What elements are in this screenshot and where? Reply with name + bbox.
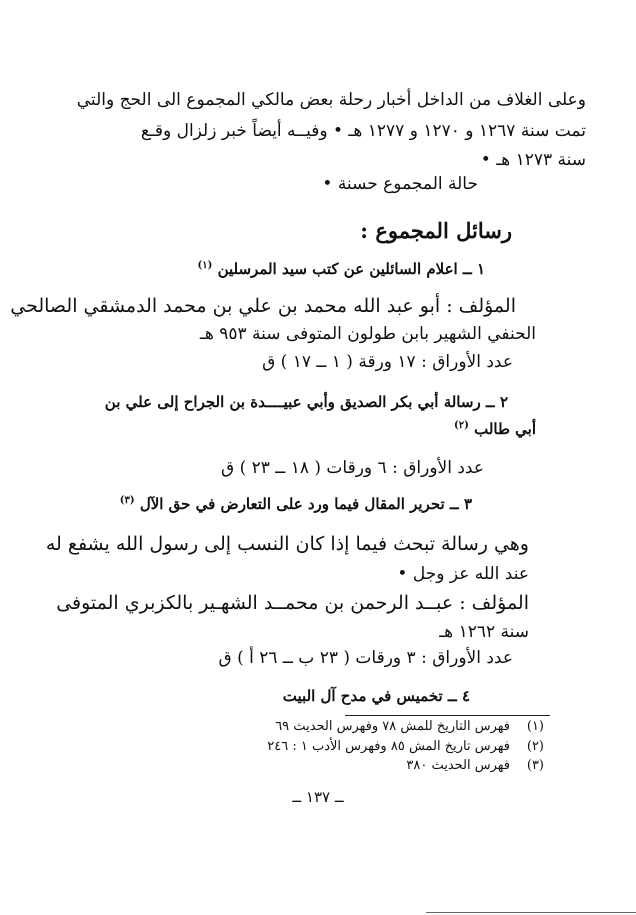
- item-1-title: [197, 260, 485, 279]
- intro-line-4: حالة المجموع حسنة •: [322, 174, 478, 194]
- footnote-separator: [345, 715, 550, 716]
- intro-line-3: سنة ١٢٧٣ هـ •: [480, 150, 586, 170]
- section-heading: رسائل المجموع :: [360, 218, 512, 243]
- item-3-author-line-2: سنة ١٢٦٢ هـ: [439, 622, 529, 642]
- item-1-author-line-1: المؤلف : أبو عبد الله محمد بن علي بن محمد الدمشقي الصالحي: [10, 295, 516, 317]
- item-2-title-line-2-wrap: [454, 420, 536, 439]
- footnote-2-text: فهرس تاريخ المش ٨٥ وفهرس الأدب ١ : ٢٤٦: [267, 739, 510, 754]
- footnote-2: [267, 739, 544, 755]
- intro-line-1: وعلى الغلاف من الداخل أخبار رحلة بعض مالكي المجموع الى الحج والتي: [76, 90, 586, 110]
- item-3-author-line-1: المؤلف : عبــد الرحمن بن محمــد الشهـير بالكزبري المتوفى: [56, 592, 529, 614]
- page-number: ــ ١٣٧ ــ: [292, 788, 344, 806]
- item-1-pages: عدد الأوراق : ١٧ ورقة ( ١ ــ ١٧ ) ق: [262, 352, 513, 372]
- footnote-3-num: (٣): [526, 758, 544, 773]
- item-1-title-text: ١ ــ اعلام السائلين عن كتب سيد المرسلين: [217, 260, 485, 278]
- footnote-2-num: (٢): [526, 739, 544, 754]
- item-2-title-line-1: ٢ ــ رسالة أبي بكر الصديق وأبي عبيــــدة بن الجراح إلى علي بن: [104, 393, 508, 411]
- item-3-pages: عدد الأوراق : ٣ ورقات ( ٢٣ ب ــ ٢٦ أ ) ق: [218, 648, 513, 668]
- item-3-title: [120, 495, 472, 514]
- item-1-footnote-ref: (١): [197, 260, 213, 271]
- item-3-footnote-ref: (٣): [119, 495, 135, 506]
- item-3-title-text: ٣ ــ تحرير المقال فيما ورد على التعارض في حق الآل: [139, 495, 472, 513]
- item-3-desc-line-2: عند الله عز وجل •: [397, 564, 529, 584]
- item-2-pages: عدد الأوراق : ٦ ورقات ( ١٨ ــ ٢٣ ) ق: [221, 458, 484, 478]
- footnote-1-num: (١): [526, 719, 544, 734]
- footnote-3: [406, 758, 544, 774]
- item-2-footnote-ref: (٢): [454, 420, 469, 431]
- footnote-1: [275, 719, 544, 735]
- intro-line-2: تمت سنة ١٢٦٧ و ١٢٧٠ و ١٢٧٧ هـ • وفيــه أيضاً خبر زلزال وقـع: [140, 121, 586, 141]
- item-4-title: ٤ ــ تخميس في مدح آل البيت: [282, 687, 470, 705]
- footnote-3-text: فهرس الحديث ٣٨٠: [406, 758, 510, 773]
- item-2-title-line-2: أبي طالب: [474, 420, 536, 438]
- bottom-edge-line: [426, 912, 636, 913]
- footnote-1-text: فهرس التاريخ للمش ٧٨ وفهرس الحديث ٦٩: [275, 719, 510, 734]
- item-3-desc-line-1: وهي رسالة تبحث فيما إذا كان النسب إلى رسول الله يشفع له: [45, 533, 529, 555]
- item-1-author-line-2: الحنفي الشهير بابن طولون المتوفى سنة ٩٥٣ هـ: [199, 324, 536, 344]
